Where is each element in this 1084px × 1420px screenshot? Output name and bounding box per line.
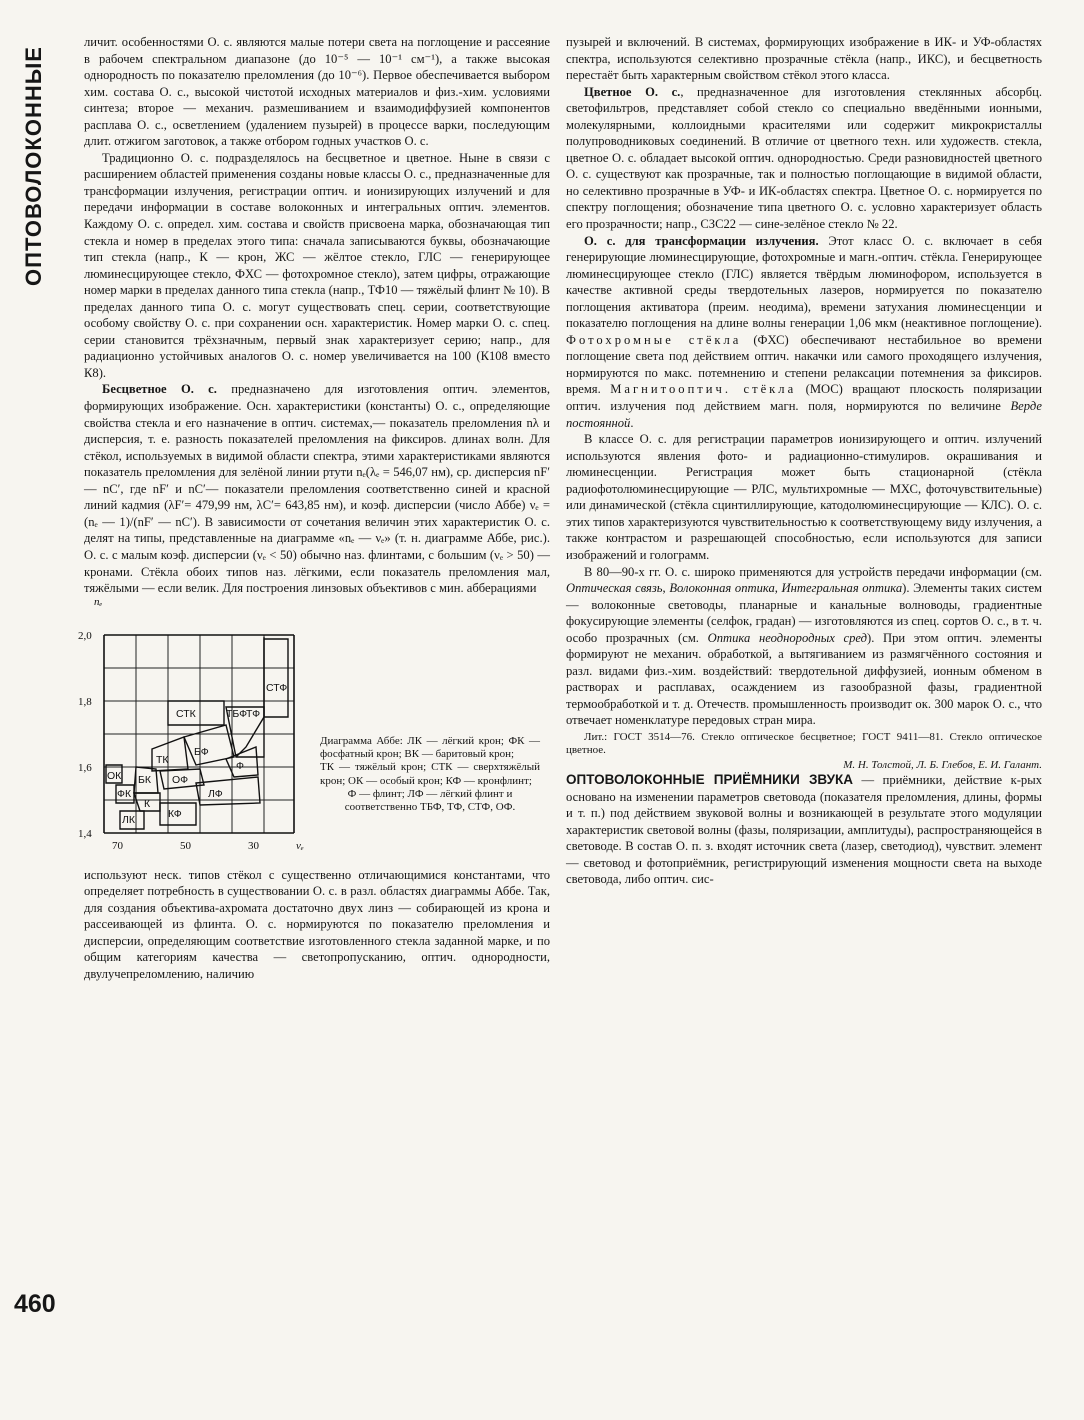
label-stf: СТФ [266, 682, 288, 694]
paragraph-bubbles: пузырей и включений. В системах, формирующих изображение в ИК- и УФ-областях спектра, используются селективно прозрачные стёкла (напр., ИКС), и бесцветность перестаёт быть характерным свойством стёкол этого класса. [566, 35, 1042, 83]
comm-text-b: , [662, 581, 670, 596]
abbe-diagram [76, 597, 316, 857]
paragraph-colorless [84, 381, 550, 596]
link-verdet: Верде постоянной [566, 399, 1042, 430]
caption-line-1: Диаграмма Аббе: ЛК — лёгкий крон; ФК — фосфатный крон; ВК — баритовый крон; [320, 735, 540, 761]
authors: М. Н. Толстой, Л. Б. Глебов, Е. И. Галант. [843, 758, 1042, 771]
caption-line-3: Ф — флинт; ЛФ — лёгкий флинт и соответственно ТБФ, ТФ, СТФ, ОФ. [344, 787, 516, 814]
paragraph-communication [566, 564, 1042, 729]
label-of: ОФ [172, 774, 189, 786]
next-entry-text: — приёмники, действие к-рых основано на изменении параметров световода (показателя преломления, длины, формы и т. п.) под действием звуковой волны и возникающей в результате этого модуляции характеристик световой волны (фазы, поляризации, амплитуды), распространяющейся в световоде. В состав О. п. з. входят источник света (лазер, светодиод), чувствит. элемент — световод и фотоприёмник, регистрирующий изменения мощности света на выходе световода, либо оптич. сис- [566, 772, 1042, 887]
link-fiber-optics: Волоконная оптика [669, 581, 775, 596]
transform-end: . [630, 415, 634, 430]
transform-text: Этот класс О. с. включает в себя генерирующие люминесцирующие, фотохромные и магн.-оптич. стёкла. Генерирующее люминесцирующее стекло (ГЛС) является твёрдым люминофором, используется в качестве активной среды твердотельных лазеров, нормируется по показателю поглощения активатора (преим. неодима), времени затухания люминесценции и показателю поглощения на длине волны генерации 1,06 мкм (неактивное поглощение). [566, 233, 1042, 331]
magnetooptic-text: (МОС) вращают плоскость поляризации оптич. излучения под действием магн. поля, нормируются по величине [566, 382, 1042, 414]
y-tick-2-0: 2,0 [78, 630, 92, 642]
y-tick-1-4: 1,4 [78, 828, 92, 840]
term-colorless: Бесцветное О. с. [102, 382, 217, 397]
label-lf: ЛФ [208, 788, 223, 800]
x-tick-30: 30 [248, 840, 259, 852]
label-fk: ФК [117, 788, 132, 800]
figure-caption [320, 735, 540, 814]
comm-text-a: В 80—90-х гг. О. с. широко применяются для устройств передачи информации (см. [584, 564, 1042, 579]
label-bk: БК [138, 774, 152, 786]
paragraph-colored [566, 84, 1042, 233]
term-transform: О. с. для трансформации излучения. [584, 233, 819, 248]
literature: Лит.: ГОСТ 3514—76. Стекло оптическое бесцветное; ГОСТ 9411—81. Стекло оптическое цветное. [566, 730, 1042, 757]
paragraph-transform [566, 233, 1042, 432]
label-tf: ТФ [246, 708, 261, 720]
link-optical-communication: Оптическая связь [566, 581, 663, 596]
label-stk: СТК [176, 708, 196, 720]
photochromic-text: (ФХС) обеспечивают нестабильное во времени поглощение света под действием оптич. накачки или самого проходящего излучения, нормируются по макс. потемнению и степени релаксации потемнения за фиксиров. время. [566, 332, 1043, 397]
y-tick-1-8: 1,8 [78, 696, 92, 708]
x-tick-70: 70 [112, 840, 123, 852]
y-tick-1-6: 1,6 [78, 762, 92, 774]
colorless-text-part1: предназначено для изготовления оптич. элементов, формирующих изображение. Осн. характеристики (константы) О. с., определяющие свойства стекла и его назначение в оптич. системах,— показатель преломления nλ и дисперсия, т. е. разность показателей преломления на фиксиров. длинах волн. Для стёкол, используемых в видимой области спектра, этими характеристиками являются показатель преломления для зелёной линии ртути nₑ(λₑ = 546,07 нм), ср. дисперсия nF′— nC′, где nF′ и nC′— показатели преломления соответственно синей и красной линий кадмия (λF′= 479,99 нм, λC′= 643,85 нм), и коэф. дисперсии (число Аббе) νₑ = (nₑ — 1)/(nF′ — nC′). В зависимости от сочетания величин этих характеристик О. с. делят на типы, представленные на диаграмме «nₑ — νₑ» (т. н. диаграмме Аббе, рис.). О. с. с малым коэф. дисперсии (νₑ < 50) обычно наз. флинтами, с большим (νₑ > 50) — кронами. Стёкла обоих типов наз. лёгкими, если показатель преломления мал, тяжёлыми — если велик. Для построения линзовых объективов с мин. абберациями [84, 382, 550, 596]
link-inhomogeneous-optics: Оптика неоднородных сред [707, 630, 868, 645]
region-tf [236, 637, 264, 757]
page-number: 460 [14, 1290, 56, 1318]
caption-line-2: ТК — тяжёлый крон; СТК — сверхтяжёлый крон; ОК — особый крон; КФ — кронфлинт; [320, 761, 540, 787]
paragraph-registration: В классе О. с. для регистрации параметров ионизирующего и оптич. излучений используются явления фото- и радиационно-стимулиров. окрашивания и люминесценции. Регистрация может быть стационарной (стёкла радиофотолюминесцирующие — РЛС, мультихромные — МХС, фоточувствительные) или динамической (стёкла сцинтиллирующие, катодолюминесцирующие — КЛС). О. с. этих типов характеризуются чувствительностью к соответствующему виду излучения, а также контрастом и разрешающей способностью, если используются для записи изображений и голограмм. [566, 432, 1042, 562]
term-magnetooptic: Магнитооптич. стёкла [610, 382, 797, 397]
label-kf: КФ [168, 808, 182, 820]
region-stf [264, 639, 288, 717]
label-k: К [144, 798, 151, 810]
side-title-text: ОПТОВОЛОКОННЫЕ [21, 46, 47, 286]
colored-text: , предназначенное для изготовления стеклянных абсорбц. светофильтров, представляет собой стекло со специально введёнными ионными, молекулярными, коллоидными красителями или содержит микрокристаллы полупроводниковых соединений. В отличие от цветного техн. или художеств. стекла, цветное О. с. обладает высокой оптич. однородностью. Среди разновидностей цветного О. с. существуют как прозрачные, так и полностью поглощающие в видимой области, но селективно прозрачные в УФ- и ИК-областях спектра. Цветное О. с. нормируется по спектру поглощения; обозначение типа цветного О. с. условно характеризует область его прозрачности; напр., СЗС22 — сине-зелёное стекло № 22. [566, 84, 1042, 232]
label-lk: ЛК [122, 814, 136, 826]
x-axis-label: νₑ [296, 840, 304, 852]
link-integrated-optics: Интегральная оптика [781, 581, 903, 596]
label-ok: ОК [107, 770, 122, 782]
label-tk: ТК [156, 754, 169, 766]
paragraph-continuation: личит. особенностями О. с. являются малые потери света на поглощение и рассеяние в рабочем спектральном диапазоне (до 10⁻⁵ — 10⁻¹ см⁻¹), а также высокая однородность по показателю преломления (до 10⁻⁶). Первое обеспечивается выбором хим. состава О. с., высокой чистотой исходных материалов и физ.-хим. условиями синтеза; второе — механич. размешиванием и взаимодиффузией компонентов расплава О. с., осветлением (удалением пузырей) в процессе варки, последующим длит. отжигом заготовок, а также отбором годных участков О. с. [84, 35, 550, 149]
abbe-diagram-figure [76, 597, 550, 859]
colorless-text-part2: используют неск. типов стёкол с существенно отличающимися константами, что определяет потребность в существовании О. с. в разл. областях диаграммы Аббе. Так, для создания объектива-ахромата достаточно двух линз — собирающей из крона и рассеивающей из флинта. О. с. нормируются по показателю преломления и дисперсии, определяющим соответствие изготовленного стекла заданной марке, и по общим категориям качества — светопропусканию, оптич. однородности, двулучепреломлению, наличию [84, 867, 550, 981]
comm-text-e: ). При этом оптич. элементы формируют не механич. обработкой, а вытягиванием из размягчённого состояния и разл. видами физ.-хим. воздействий: твердотельной диффузией, ионным обменом в растворах и расплавах, осаждением из газообразной фазы, градиентной термообработкой и т. д. Отечеств. промышленность производит ок. 300 марок О. с., что отвечает номенклатуре передовых стран мира. [566, 630, 1043, 728]
paragraph-classes: Традиционно О. с. подразделялось на бесцветное и цветное. Ныне в связи с расширением областей применения созданы новые классы О. с., предназначенные для трансформации излучения, регистрации оптич. и ионизирующих излучений и для передачи информации в составе волоконных и интегральных оптич. элементов. Каждому О. с. определ. хим. состава и свойств присвоена марка, обозначающая тип стекла и номер в пределах этого типа: сначала записываются буквы, обозначающие тип стекла (напр., К — крон, ЖС — жёлтое стекло, ГЛС — генерирующее люминесцирующее стекло, ФХС — фотохромное стекло), затем цифры, отражающие номер марки в пределах данного типа стекла (напр., ТФ10 — тяжёлый флинт № 10). В пределах данного типа О. с. могут существовать спец. серии, соответствующие особому свойству О. с. при сохранении осн. характеристик. Номер марки О. с. спец. серии становится трёхзначным, первый знак характеризует серию; напр., для радиационно устойчивых аналогов О. с. номер увеличивается на 100 (К108 вместо К8). [84, 150, 550, 380]
region-lf [196, 777, 260, 805]
label-tbf: ТБФ [226, 708, 248, 720]
term-photochromic: Фотохромные стёкла [566, 332, 742, 347]
paragraph-next-entry [566, 772, 1042, 888]
comm-text-c: , [774, 581, 782, 596]
next-entry-title: ОПТОВОЛОКОННЫЕ ПРИЁМНИКИ ЗВУКА [566, 771, 854, 787]
term-colored: Цветное О. с. [584, 84, 681, 99]
x-tick-50: 50 [180, 840, 191, 852]
y-axis-label: nₑ [94, 597, 103, 608]
comm-text-d: ). Элементы таких систем — волоконные световоды, планарные и канальные волноводы, градиентные фокусирующие элементы (селфок, градан) — изготовляются из спец. сортов О. с., в т. ч. особо прозрачных (см. [566, 581, 1043, 645]
side-running-title [14, 36, 54, 296]
label-bf: БФ [194, 746, 209, 758]
label-f: Ф [236, 760, 244, 772]
right-column [566, 34, 1042, 1410]
